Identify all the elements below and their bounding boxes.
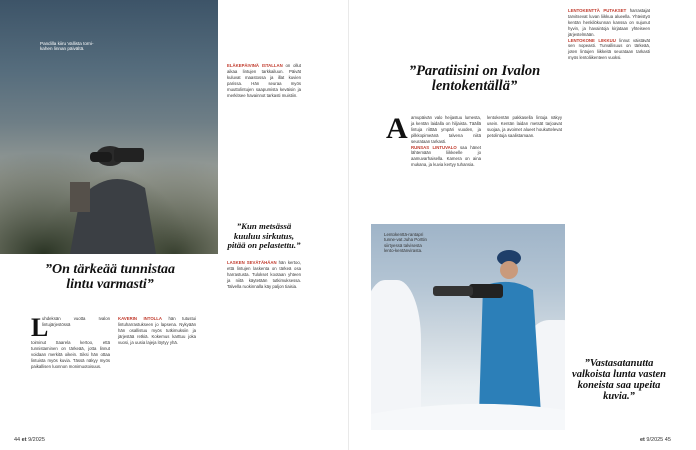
page-number: 45 [664, 437, 671, 443]
article-column [118, 316, 196, 346]
body-text: harrastajat tarvitsevat luvan liikkua alueella. Yhteistyö kentän henkilökunnan kanssa on sujunut hyvin, ja havaintoja kirjataan yhteiseen järjestelmään. [568, 8, 650, 37]
body-text: amupäivän valo heijastuu lumesta, ja kentän laidalla on hiljaista. Täällä lintuja riittää ympäri vuoden, ja pilkkopimeänä talvena niitä seurataan tarkasti. [411, 115, 481, 144]
section-lead: KAVERIN INTOLLA [118, 316, 163, 321]
section-lead: LASKEN SEVÄTÄHÄAN [227, 260, 277, 265]
photo-caption: Lentokenttä-rantapri tunne-vat Juha Porttin siirtyessä talvisesta lento-kentänvirasta. [384, 232, 427, 253]
pull-quote: ”On tärkeää tunnistaa lintu varmasti” [45, 262, 175, 292]
article-column [227, 260, 301, 290]
page-folio [640, 437, 671, 443]
issue-number: 9/2025 [646, 437, 664, 443]
photographer-figure [371, 224, 565, 430]
article-column [487, 115, 562, 139]
drop-cap: A [386, 112, 408, 145]
body-text: hän tutustui lintuharrastukseen jo lapsena. Nykyään hän osallistuu myös tutkimuksiin ja järjestää retkiä. Kokemus karttuu joka vuosi, ja uusia lajeja löytyy yhä. [118, 316, 196, 345]
magazine-logo: et [21, 437, 27, 443]
body-text: lentokentän pakkasella lintuja näkyy usein. Kentän laidan metsät tarjoavat suojaa, ja avoimet alueet houkuttelevat petolintuja saalistamaan. [487, 115, 562, 138]
photographer-photo [371, 224, 565, 430]
birdwatcher-photo [0, 0, 218, 254]
body-text: on ollut aikaa lintujen tarkkailuun. Päivät kuluvat maastossa ja illat kuvien parissa. Hän seuraa myös muuttolintujen saapumista keväisin ja merkitsee havainnot tarkasti muistiin. [227, 63, 301, 98]
article-column [227, 63, 301, 98]
pull-quote: ”Vastasatanutta valkoista lunta vasten koneista saa upeita kuvia.” [572, 358, 666, 402]
page-gutter [348, 0, 349, 450]
page-number: 44 [14, 437, 21, 443]
article-headline: ”Paratiisini on Ivalon lentokentällä” [408, 63, 541, 94]
photo-caption: Pandilla kiiru Vallista torni-kahen linnan päivältä. [40, 41, 94, 52]
body-text: toiminut Saarela kertoo, että tunnistaminen on tärkeää, jotta linnut voidaan merkitä oikein. Siksi hän ottaa lintuista myös kuvia. Tässä näkyy myös paikallisen luonnon monimuotoisuus. [31, 340, 110, 369]
pull-quote: ”Kun metsässä kuuluu sirkutus, pitää on pelastettu.” [227, 221, 301, 250]
binoculars-figure [70, 128, 160, 254]
article-column [31, 340, 110, 370]
article-column [411, 115, 481, 168]
body-text: hän kertoo, että lintujen laskenta on tärkeä osa harrastusta. Tulokset kootaan yhteen ja niitä käytetään tutkimuksessa. Talvella ruokinnalla käy paljon tiaisia. [227, 260, 302, 289]
section-lead: LENTOKONE LIIKKUU [568, 37, 616, 43]
body-text: linnut väistävät sen nopeasti. Turvallisuus on tärkeää, joten lintujen liikkeitä seurataan tarkasti myös lentoliikenteen vuoksi. [568, 37, 650, 61]
section-lead: RUNSAS LINTUVALO [411, 144, 457, 150]
article-column [568, 8, 650, 61]
page-folio [14, 437, 45, 443]
section-lead: LENTOKENTTÄ PUTAKSET [568, 8, 627, 13]
body-text: saa hänet lähtemään liikkeelle jo aamuvarhaisella. Kamera on aina mukana, ja kuvia kertyy tuhansia. [411, 144, 482, 168]
issue-number: 9/2025 [28, 437, 45, 443]
article-column [42, 316, 110, 328]
magazine-logo: et [640, 437, 645, 443]
section-lead: ELÄKEPÄIVINÄ ISTALLAN [227, 63, 283, 68]
body-text: uhdeksän vuotta Ivalon lintujärjestössä [42, 316, 110, 327]
drop-cap: L [31, 313, 49, 342]
